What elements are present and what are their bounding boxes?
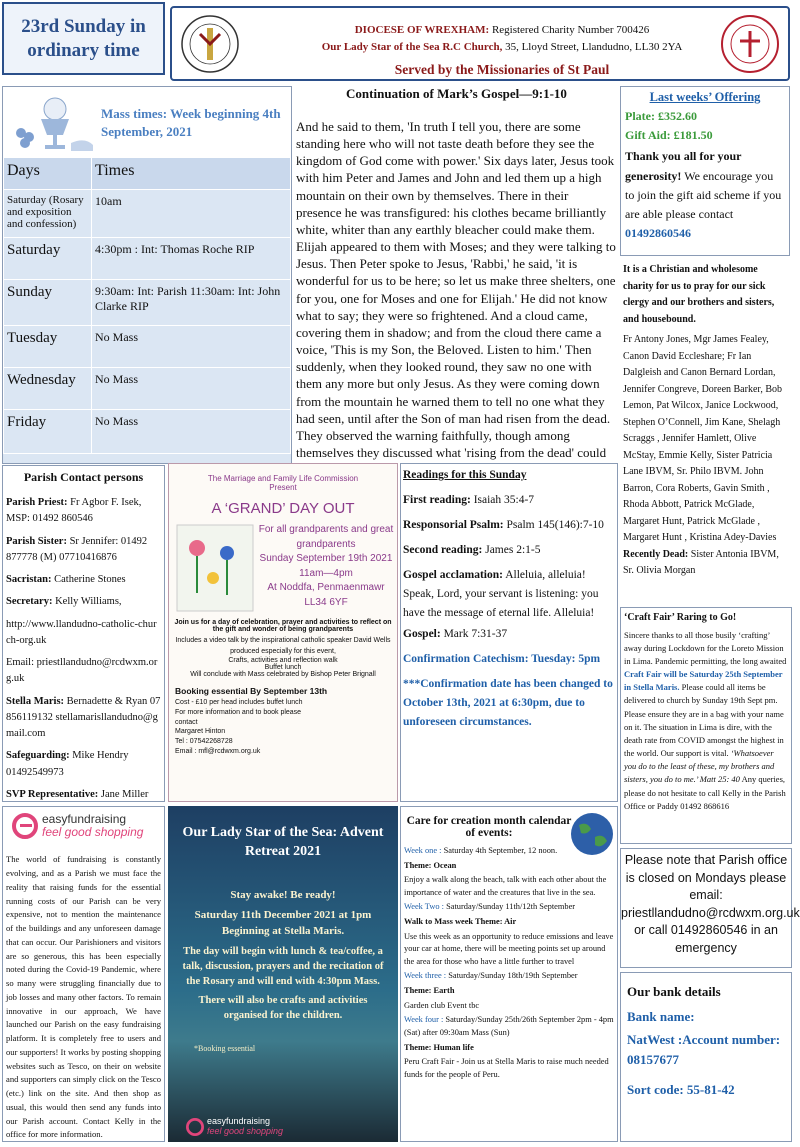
table-row bbox=[4, 238, 291, 280]
bank-heading: Our bank details bbox=[627, 984, 721, 999]
safeguarding-label: Safeguarding: bbox=[6, 750, 70, 762]
secretary-label: Secretary: bbox=[6, 596, 53, 608]
church-name: Our Lady Star of the Sea R.C Church, bbox=[321, 41, 503, 54]
safeguarding-value: Mike Hendry 01492549973 bbox=[6, 750, 129, 778]
week2-text: Use this week as an opportunity to reduce emissions and leave your car at home, there will be meeting points set up around the area for those who have a little further to travel bbox=[404, 931, 614, 966]
week2-theme: Walk to Mass week Theme: Air bbox=[404, 917, 517, 927]
stella-label: Stella Maris: bbox=[6, 695, 65, 707]
week2-date: Saturday/Sunday 11th/12th September bbox=[446, 902, 576, 912]
day-cell: Sunday bbox=[4, 280, 92, 326]
gospel-reading-label: Gospel: bbox=[403, 627, 441, 640]
craft-quote: ‘Whatsoever you do to the least of these, my brothers and sisters, you do to me.’ Matt 25: 40 bbox=[624, 748, 775, 785]
grand-day-mass: Will conclude with Mass celebrated by Bishop Peter Brignall bbox=[190, 671, 376, 678]
mass-times-panel bbox=[2, 86, 292, 464]
prayer-intro: It is a Christian and wholesome charity for us to pray for our sick clergy and our brothers and sisters, and housebound. bbox=[623, 264, 775, 325]
table-row bbox=[4, 410, 291, 454]
charity-number: Registered Charity Number 700426 bbox=[491, 24, 650, 36]
easyfundraising-icon bbox=[186, 1118, 204, 1136]
time-cell: No Mass bbox=[92, 368, 291, 410]
first-reading-label: First reading: bbox=[403, 493, 471, 506]
day-cell: Wednesday bbox=[4, 368, 92, 410]
week1-theme: Theme: Ocean bbox=[404, 860, 457, 870]
grand-day-booking: Booking essential By September 13th bbox=[175, 686, 328, 696]
second-reading-label: Second reading: bbox=[403, 543, 483, 556]
time-cell: 4:30pm : Int: Thomas Roche RIP bbox=[92, 238, 291, 280]
gospel-reading: Mark 7:31-37 bbox=[443, 627, 508, 640]
priest-value: Fr Agbor F. Isek, MSP: 01492 860546 bbox=[6, 497, 142, 525]
craft-text-1: Sincere thanks to all those busily ‘crafting’ away during Lockdown for the Loreto Mission in Lima. Pandemic permitting, the long awaited bbox=[624, 629, 787, 666]
advent-crafts: There will also be crafts and activities organised for the children. bbox=[198, 995, 368, 1022]
diocese-crest-icon bbox=[180, 14, 240, 74]
grand-day-for: For all grandparents and great grandparents bbox=[258, 524, 394, 550]
week4-text: Peru Craft Fair - Join us at Stella Maris to raise much needed funds for the people of Peru. bbox=[404, 1057, 609, 1079]
readings-panel bbox=[400, 463, 618, 802]
contacts-heading: Parish Contact persons bbox=[23, 470, 144, 484]
week1-text: Enjoy a walk along the beach, talk with each other about the importance of water and the creatures that live in the sea. bbox=[404, 875, 607, 897]
present-text: Present bbox=[269, 483, 297, 492]
fund-text: The world of fundraising is constantly evolving, and as a Parish we must face the reality that raising funds for the essential running costs of our Parish can be very expensive, not to mention the maintenance of the buildings and any unforeseen damage that can occur. Our Parishioners and visitors are so generous, this has been especially noted during the Covid-19 Pandemic, where so many were struggling financially due to job losses and many other factors. To remain innovative in our approach, We have launched our Parish on the easy fundraising platform. It is completely free to users and our supporters! It works by posting shopping websites such as Tesco, on their on website and supporters can simply click on the Tesco (etc.) link on the site. And then shop as usual, this would then send any funds into our Parish account. Contact Kelly in the office for more information. bbox=[6, 854, 161, 1140]
grand-day-date: Sunday September 19th 2021 bbox=[259, 553, 393, 564]
bank-sort-code: Sort code: 55-81-42 bbox=[627, 1082, 735, 1098]
sister-value: Sr Jennifer: 01492 877778 (M) 07710416876 bbox=[6, 535, 148, 563]
easyfundraising-logo bbox=[12, 813, 161, 839]
contacts-panel bbox=[2, 465, 165, 802]
grand-day-crafts: Crafts, activities and reflection walk bbox=[228, 657, 338, 664]
craft-heading: ‘Craft Fair’ Raring to Go! bbox=[624, 612, 737, 623]
day-cell: Saturday bbox=[4, 238, 92, 280]
bank-account: NatWest :Account number: 08157677 bbox=[627, 1031, 781, 1068]
table-header-row bbox=[4, 158, 291, 190]
recently-dead-label: Recently Dead: bbox=[623, 548, 689, 560]
acclamation: Alleluia, alleluia! Speak, Lord, your servant is listening: you have the message of eternal life. Alleluia! bbox=[403, 568, 599, 619]
childrens-drawing-icon bbox=[175, 523, 255, 613]
grand-day-lunch: Buffet lunch bbox=[264, 664, 302, 671]
fund-logo-tagline: feel good shopping bbox=[42, 825, 144, 840]
church-address: 35, Lloyd Street, Llandudno, LL30 2YA bbox=[505, 41, 683, 54]
office-text: Please note that Parish office is closed on Mondays please email: priestllandudno@rcdwxm.org.uk or call 01492860546 in an emergency bbox=[621, 853, 800, 955]
time-cell: No Mass bbox=[92, 410, 291, 454]
mass-times-header bbox=[3, 87, 291, 157]
col-days: Days bbox=[4, 158, 92, 190]
day-cell: Friday bbox=[4, 410, 92, 454]
grand-day-venue: At Noddfa, Penmaenmawr LL34 6YF bbox=[267, 582, 385, 608]
care-heading: Care for creation month calendar of events: bbox=[406, 815, 572, 839]
gospel-text: And he said to them, 'In truth I tell you, there are some standing here who will not taste death before they see the kingdom of God come with power.' Six days later, Jesus took with him Peter and James and John and led them up a high mountain on their own by themselves. There in their presence he was transfigured: his clothes became brilliantly white, whiter than any earthly bleacher could make them. Elijah appeared to them with Moses; and they were talking to Jesus. Then Peter spoke to Jesus, 'Rabbi,' he said, 'it is wonderful for us to be here; so let us make three shelters, one for you, one for Moses and one for Elijah.' He did not know what to say; they were so frightened. And a cloud came, covering them in shadow; and from the cloud there came a voice, 'This is my Son, the Beloved. Listen to him.' Then suddenly, when they looked round, they saw no one with them any more but only Jesus. As they were coming down from the mountain he warned them to tell no one what they had seen, until after the Son of man had risen from the dead. They observed the warning faithfully, though among themselves they discussed what 'rising from the dead' could bbox=[296, 119, 616, 460]
thanks-text: Thank you all for your generosity! bbox=[625, 149, 742, 183]
chalice-grapes-icon bbox=[7, 93, 97, 153]
fundraising-panel bbox=[2, 806, 165, 1142]
missionaries-seal-icon bbox=[720, 14, 780, 74]
time-cell: No Mass bbox=[92, 326, 291, 368]
craft-text-3: Any queries, please do not hesitate to call Kelly in the Parish Office or Paddy 01492 868616 bbox=[624, 774, 786, 811]
confirmation-change: ***Confirmation date has been changed to October 13th, 2021 at 6:30pm, due to unforeseen circumstances. bbox=[403, 677, 613, 728]
day-cell: Tuesday bbox=[4, 326, 92, 368]
table-row bbox=[4, 368, 291, 410]
acclamation-label: Gospel acclamation: bbox=[403, 568, 503, 581]
advent-retreat-flyer bbox=[168, 806, 398, 1142]
confirmation-time: Confirmation Catechism: Tuesday: 5pm bbox=[403, 652, 601, 665]
sister-label: Parish Sister: bbox=[6, 535, 67, 547]
week4-date: Saturday/Sunday 25th/26th September 2pm - 4pm (Sat) after 09:30am Mass (Sun) bbox=[404, 1015, 614, 1037]
care-creation-panel bbox=[400, 806, 618, 1142]
week4-theme: Theme: Human life bbox=[404, 1042, 474, 1052]
table-row bbox=[4, 326, 291, 368]
psalm: Psalm 145(146):7-10 bbox=[506, 518, 604, 531]
grand-day-out-flyer bbox=[168, 463, 398, 802]
encourage-text: We encourage you to join the gift aid scheme if you are able please contact bbox=[625, 168, 782, 221]
week4-label: Week four : bbox=[404, 1015, 444, 1025]
table-row bbox=[4, 280, 291, 326]
advent-body: The day will begin with lunch & tea/coffee, a talk, discussion, prayers and the recitation of the Rosary and will end with 4:30pm Mass. bbox=[182, 945, 384, 988]
gospel-heading: Continuation of Mark’s Gospel—9:1-10 bbox=[346, 86, 567, 101]
advent-fund-logo bbox=[186, 1117, 283, 1136]
table-row bbox=[4, 190, 291, 238]
advent-logo-text: easyfundraising bbox=[207, 1116, 271, 1127]
week3-date: Saturday/Sunday 18th/19th September bbox=[448, 971, 578, 981]
office-notice bbox=[620, 848, 800, 968]
col-times: Times bbox=[92, 158, 291, 190]
grand-day-tel: Tel : 07542268728 bbox=[175, 738, 233, 746]
offering-heading: Last weeks’ Offering bbox=[649, 90, 761, 104]
week3-text: Garden club Event tbc bbox=[404, 1000, 480, 1010]
diocese-name: DIOCESE OF WREXHAM: bbox=[354, 24, 490, 36]
svp-label: SVP Representative: bbox=[6, 788, 99, 800]
offering-panel bbox=[620, 86, 790, 256]
sacristan-value: Catherine Stones bbox=[54, 574, 126, 586]
advent-logo-tagline: feel good shopping bbox=[207, 1125, 284, 1136]
week3-theme: Theme: Earth bbox=[404, 986, 455, 996]
plate-amount: Plate: £352.60 bbox=[625, 109, 697, 123]
mass-times-title: Mass times: Week beginning 4th September, 2021 bbox=[101, 106, 281, 140]
time-cell: 9:30am: Int: Parish 11:30am: Int: John Clarke RIP bbox=[92, 280, 291, 326]
grand-day-email: Email : mfl@rcdwxm.org.uk bbox=[175, 747, 261, 755]
bank-name: Bank name: bbox=[627, 1009, 695, 1025]
craft-highlight: Craft Fair will be Saturday 25th September in Stella Maris. bbox=[624, 669, 783, 693]
gospel-panel bbox=[296, 86, 617, 464]
bulletin-title: 23rd Sunday in ordinary time bbox=[21, 15, 146, 61]
week2-label: Week Two : bbox=[404, 902, 444, 912]
easyfundraising-icon bbox=[12, 813, 38, 839]
day-cell: Saturday (Rosary and exposition and confession) bbox=[4, 190, 92, 238]
grand-day-contact: Margaret Hinton bbox=[175, 728, 226, 736]
time-cell: 10am bbox=[92, 190, 291, 238]
advent-date: Saturday 11th December 2021 at 1pm Beginning at Stella Maris. bbox=[194, 908, 372, 937]
week1-label: Week one : bbox=[404, 846, 442, 855]
earth-globe-icon bbox=[569, 811, 615, 857]
readings-heading: Readings for this Sunday bbox=[403, 469, 527, 481]
recently-dead: Sister Antonia IBVM, Sr. Olivia Morgan bbox=[623, 548, 779, 576]
first-reading: Isaiah 35:4-7 bbox=[473, 493, 535, 506]
bulletin-title-box bbox=[2, 2, 165, 75]
served-by: Served by the Missionaries of St Paul bbox=[394, 62, 610, 78]
mass-times-table bbox=[3, 157, 291, 454]
advent-title: Our Lady Star of the Sea: Advent Retreat 2021 bbox=[182, 825, 384, 859]
commission-name: The Marriage and Family Life Commission bbox=[207, 474, 359, 483]
craft-fair-panel bbox=[620, 607, 792, 844]
fund-logo-text: easyfundraising bbox=[42, 812, 127, 826]
prayer-list-panel bbox=[620, 260, 792, 605]
prayer-names: Fr Antony Jones, Mgr James Fealey, Canon David Eccleshare; Fr Ian Dalgleish and Canon Bernard Lordan, Jennifer Congreve, Doreen Barker, Bob Lemon, Pat Wilcox, Janice Lockwood, Stephen O’Connell, Jim Kane, Shelagh Scraggs , Jennifer Hamlett, Olive McStay, Emmie Kelly, Sister Patricia Lane IBVM, Sr. Philo IBVM. John Barron, Cora Roberts, Gavin Smith , Rhoda Abbott, Patrick McGlade, Margaret Hunt, Patrick McGlade , Margaret Hunt , Kristina Adey-Davies bbox=[623, 334, 782, 543]
offering-phone: 01492860546 bbox=[625, 226, 691, 241]
craft-text-2: Please could all items be delivered to church by Sunday 19th Sept pm. Please ensure they are in a bag with your name on it. The situation in Lima is dire, with the death rate from COVID amongst the highest in the world. Our support is vital. bbox=[624, 682, 784, 759]
bank-details-panel bbox=[620, 972, 792, 1142]
website-link[interactable]: http://www.llandudno-catholic-church-org.uk bbox=[6, 618, 157, 646]
email-link[interactable]: Email: priestllandudno@rcdwxm.org.uk bbox=[6, 657, 158, 685]
parish-header bbox=[170, 6, 790, 81]
sacristan-label: Sacristan: bbox=[6, 574, 52, 586]
header-text bbox=[292, 22, 712, 81]
svp-value: Jane Miller bbox=[100, 788, 149, 800]
grand-day-time: 11am—4pm bbox=[299, 567, 353, 579]
second-reading: James 2:1-5 bbox=[485, 543, 541, 556]
week1-date: Saturday 4th September, 12 noon. bbox=[443, 846, 558, 855]
grand-day-cost: Cost - £10 per head includes buffet lunch bbox=[175, 699, 303, 706]
week3-label: Week three : bbox=[404, 971, 447, 981]
gift-aid-amount: Gift Aid: £181.50 bbox=[625, 128, 713, 143]
advent-awake: Stay awake! Be ready! bbox=[230, 888, 336, 901]
psalm-label: Responsorial Psalm: bbox=[403, 518, 504, 531]
priest-label: Parish Priest: bbox=[6, 497, 68, 508]
grand-day-talk: Includes a video talk by the inspirational catholic speaker David Wells produced especially for this event, bbox=[175, 637, 391, 655]
grand-day-title: A ‘GRAND’ DAY OUT bbox=[211, 500, 355, 517]
grand-day-info: For more information and to book please contact bbox=[175, 708, 302, 726]
advent-booking: *Booking essential bbox=[194, 1043, 256, 1053]
stella-value: Bernadette & Ryan 07856119132 stellamarisllandudno@gmail.com bbox=[6, 695, 161, 740]
grand-day-join: Join us for a day of celebration, prayer and activities to reflect on the gift and wonder of being grandparents bbox=[174, 619, 392, 633]
secretary-value: Kelly Williams, bbox=[55, 596, 122, 608]
